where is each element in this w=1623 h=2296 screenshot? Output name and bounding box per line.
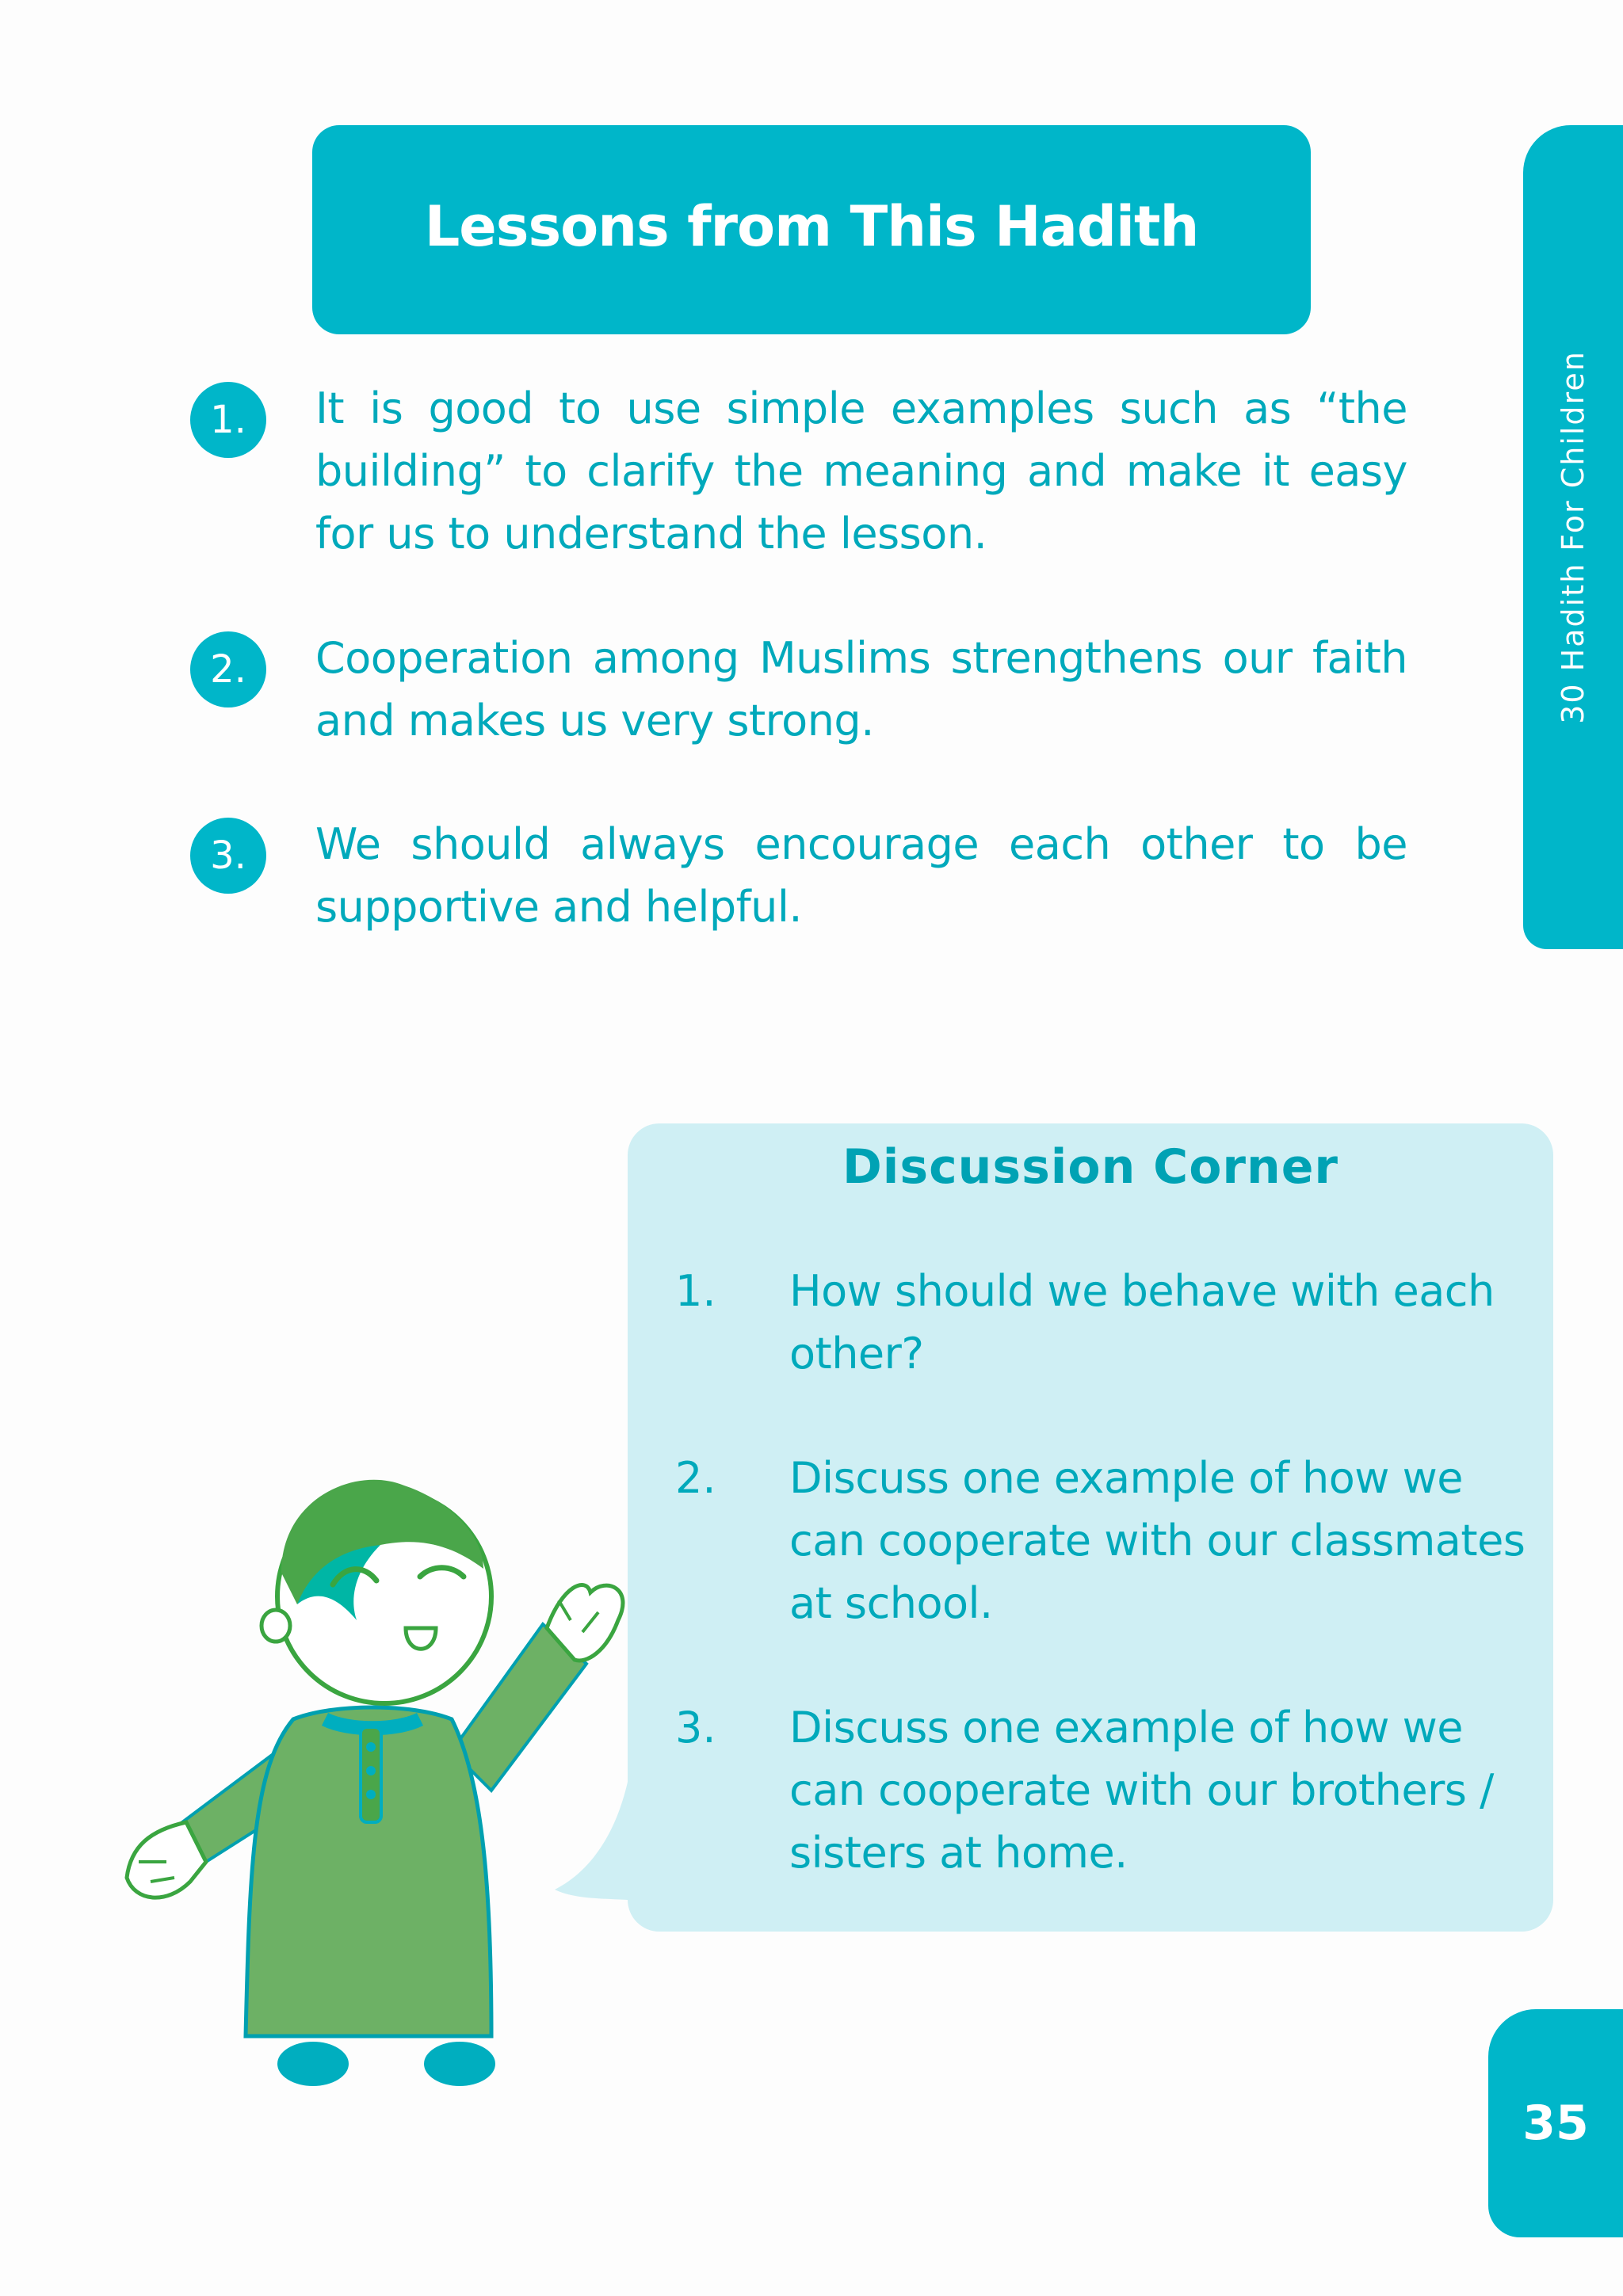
discussion-text: Discuss one example of how we can cooperate with our classmates at school. <box>789 1453 1526 1628</box>
discussion-corner-bubble <box>628 1123 1553 1932</box>
lesson-text: Cooperation among Muslims strengthens our faith and makes us very strong. <box>315 633 1407 746</box>
lesson-number-badge: 3. <box>190 818 266 894</box>
lesson-text: We should always encourage each other to be supportive and helpful. <box>315 819 1407 932</box>
lesson-text: It is good to use simple examples such as “the building” to clarify the meaning and make it easy for us to understand the lesson. <box>315 383 1407 559</box>
discussion-text: Discuss one example of how we can cooperate with our brothers / sisters at home. <box>789 1703 1494 1878</box>
lesson-header-banner <box>312 125 1311 334</box>
discussion-number: 1. <box>675 1266 716 1316</box>
page-number-tab <box>1488 2009 1623 2237</box>
lesson-number-badge: 1. <box>190 382 266 458</box>
book-title-label: 30 Hadith For Children <box>1556 350 1591 724</box>
boy-character-illustration <box>119 1450 658 2100</box>
lesson-number-badge: 2. <box>190 631 266 707</box>
discussion-number: 2. <box>675 1453 716 1503</box>
book-title-side-tab <box>1523 125 1623 949</box>
page-number: 35 <box>1522 2096 1589 2151</box>
discussion-title: Discussion Corner <box>842 1139 1339 1195</box>
discussion-text: How should we behave with each other? <box>789 1266 1495 1379</box>
discussion-number: 3. <box>675 1703 716 1753</box>
page-title: Lessons from This Hadith <box>424 194 1199 259</box>
